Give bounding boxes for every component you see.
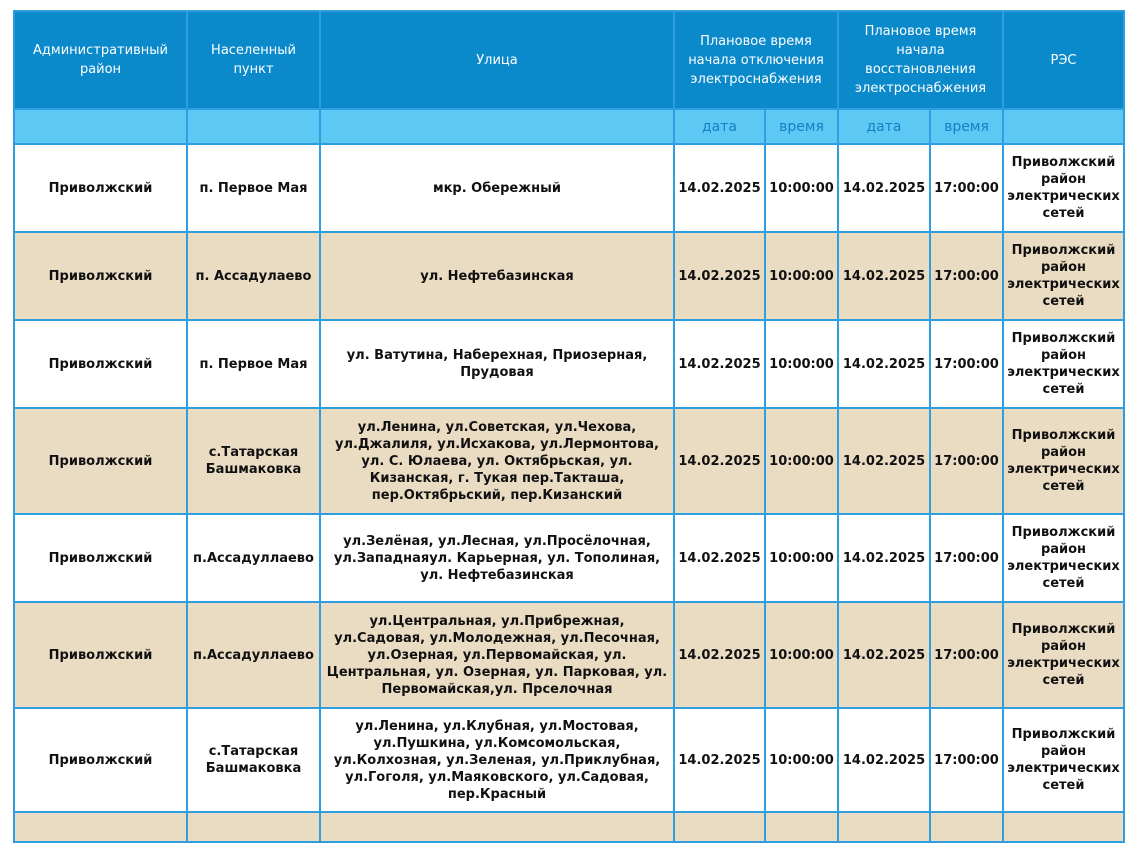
off-date-cell: 14.02.2025 [674, 602, 765, 708]
off-date-cell: 14.02.2025 [674, 514, 765, 602]
empty-cell [674, 812, 765, 842]
street-cell: ул.Центральная, ул.Прибрежная, ул.Садовая, ул.Молодежная, ул.Песочная, ул.Озерная, ул.Первомайская, ул. Центральная, ул. Озерная, ул. Парковая, ул. Первомайская,ул. Прселочная [320, 602, 674, 708]
off-time-cell: 10:00:00 [765, 320, 838, 408]
off-time-cell: 10:00:00 [765, 232, 838, 320]
district-cell: Приволжский [14, 408, 187, 514]
street-cell: ул.Ленина, ул.Клубная, ул.Мостовая, ул.Пушкина, ул.Комсомольская, ул.Колхозная, ул.Зеленая, ул.Приклубная, ул.Гоголя, ул.Маяковского, ул.Садовая, пер.Красный [320, 708, 674, 812]
off-date-cell: 14.02.2025 [674, 144, 765, 232]
on-time-cell: 17:00:00 [930, 232, 1003, 320]
settlement-cell: с.Татарская Башмаковка [187, 408, 320, 514]
res-cell: Приволжский район электрических сетей [1003, 408, 1124, 514]
off-time-cell: 10:00:00 [765, 514, 838, 602]
on-date-cell: 14.02.2025 [838, 602, 930, 708]
on-time-cell: 17:00:00 [930, 320, 1003, 408]
empty-cell [1003, 812, 1124, 842]
on-time-cell: 17:00:00 [930, 144, 1003, 232]
subheader-empty [187, 109, 320, 144]
street-cell: мкр. Обережный [320, 144, 674, 232]
header-settlement: Населенный пункт [187, 11, 320, 109]
district-cell: Приволжский [14, 602, 187, 708]
settlement-cell: п. Первое Мая [187, 144, 320, 232]
street-cell: ул.Ленина, ул.Советская, ул.Чехова, ул.Джалиля, ул.Исхакова, ул.Лермонтова, ул. С. Юлаева, ул. Октябрьская, ул. Кизанская, г. Тукая пер.Такташа, пер.Октябрьский, пер.Кизанский [320, 408, 674, 514]
subheader-off-time: время [765, 109, 838, 144]
street-cell: ул. Нефтебазинская [320, 232, 674, 320]
district-cell: Приволжский [14, 320, 187, 408]
district-cell: Приволжский [14, 708, 187, 812]
settlement-cell: п. Ассадулаево [187, 232, 320, 320]
header-row [14, 11, 1124, 109]
res-cell: Приволжский район электрических сетей [1003, 602, 1124, 708]
header-off-time: Плановое время начала отключения электроснабжения [674, 11, 838, 109]
subheader-empty [320, 109, 674, 144]
empty-cell [320, 812, 674, 842]
res-cell: Приволжский район электрических сетей [1003, 144, 1124, 232]
table-row [14, 144, 1124, 232]
street-cell: ул. Ватутина, Наберехная, Приозерная, Прудовая [320, 320, 674, 408]
off-time-cell: 10:00:00 [765, 144, 838, 232]
table-row [14, 602, 1124, 708]
settlement-cell: с.Татарская Башмаковка [187, 708, 320, 812]
outage-schedule-table [13, 10, 1125, 843]
on-date-cell: 14.02.2025 [838, 144, 930, 232]
table-row [14, 232, 1124, 320]
on-date-cell: 14.02.2025 [838, 708, 930, 812]
on-date-cell: 14.02.2025 [838, 514, 930, 602]
off-date-cell: 14.02.2025 [674, 320, 765, 408]
header-res: РЭС [1003, 11, 1124, 109]
res-cell: Приволжский район электрических сетей [1003, 320, 1124, 408]
empty-cell [14, 812, 187, 842]
settlement-cell: п.Ассадуллаево [187, 602, 320, 708]
header-street: Улица [320, 11, 674, 109]
street-cell: ул.Зелёная, ул.Лесная, ул.Просёлочная, ул.Западнаяул. Карьерная, ул. Тополиная, ул. Нефтебазинская [320, 514, 674, 602]
off-date-cell: 14.02.2025 [674, 232, 765, 320]
off-time-cell: 10:00:00 [765, 408, 838, 514]
empty-cell [838, 812, 930, 842]
off-date-cell: 14.02.2025 [674, 408, 765, 514]
on-date-cell: 14.02.2025 [838, 408, 930, 514]
district-cell: Приволжский [14, 514, 187, 602]
table-row [14, 514, 1124, 602]
empty-cell [765, 812, 838, 842]
subheader-off-date: дата [674, 109, 765, 144]
subheader-empty [14, 109, 187, 144]
district-cell: Приволжский [14, 144, 187, 232]
on-time-cell: 17:00:00 [930, 514, 1003, 602]
off-date-cell: 14.02.2025 [674, 708, 765, 812]
res-cell: Приволжский район электрических сетей [1003, 514, 1124, 602]
district-cell: Приволжский [14, 232, 187, 320]
settlement-cell: п.Ассадуллаево [187, 514, 320, 602]
table-row [14, 320, 1124, 408]
subheader-on-date: дата [838, 109, 930, 144]
res-cell: Приволжский район электрических сетей [1003, 232, 1124, 320]
header-on-time: Плановое время начала восстановления электроснабжения [838, 11, 1003, 109]
off-time-cell: 10:00:00 [765, 708, 838, 812]
on-time-cell: 17:00:00 [930, 408, 1003, 514]
outage-schedule-container [13, 10, 1120, 818]
on-time-cell: 17:00:00 [930, 708, 1003, 812]
header-district: Административный район [14, 11, 187, 109]
off-time-cell: 10:00:00 [765, 602, 838, 708]
table-row-partial [14, 812, 1124, 842]
subheader-row [14, 109, 1124, 144]
on-date-cell: 14.02.2025 [838, 232, 930, 320]
settlement-cell: п. Первое Мая [187, 320, 320, 408]
empty-cell [187, 812, 320, 842]
subheader-on-time: время [930, 109, 1003, 144]
on-time-cell: 17:00:00 [930, 602, 1003, 708]
table-row [14, 408, 1124, 514]
subheader-empty [1003, 109, 1124, 144]
table-row [14, 708, 1124, 812]
res-cell: Приволжский район электрических сетей [1003, 708, 1124, 812]
on-date-cell: 14.02.2025 [838, 320, 930, 408]
empty-cell [930, 812, 1003, 842]
